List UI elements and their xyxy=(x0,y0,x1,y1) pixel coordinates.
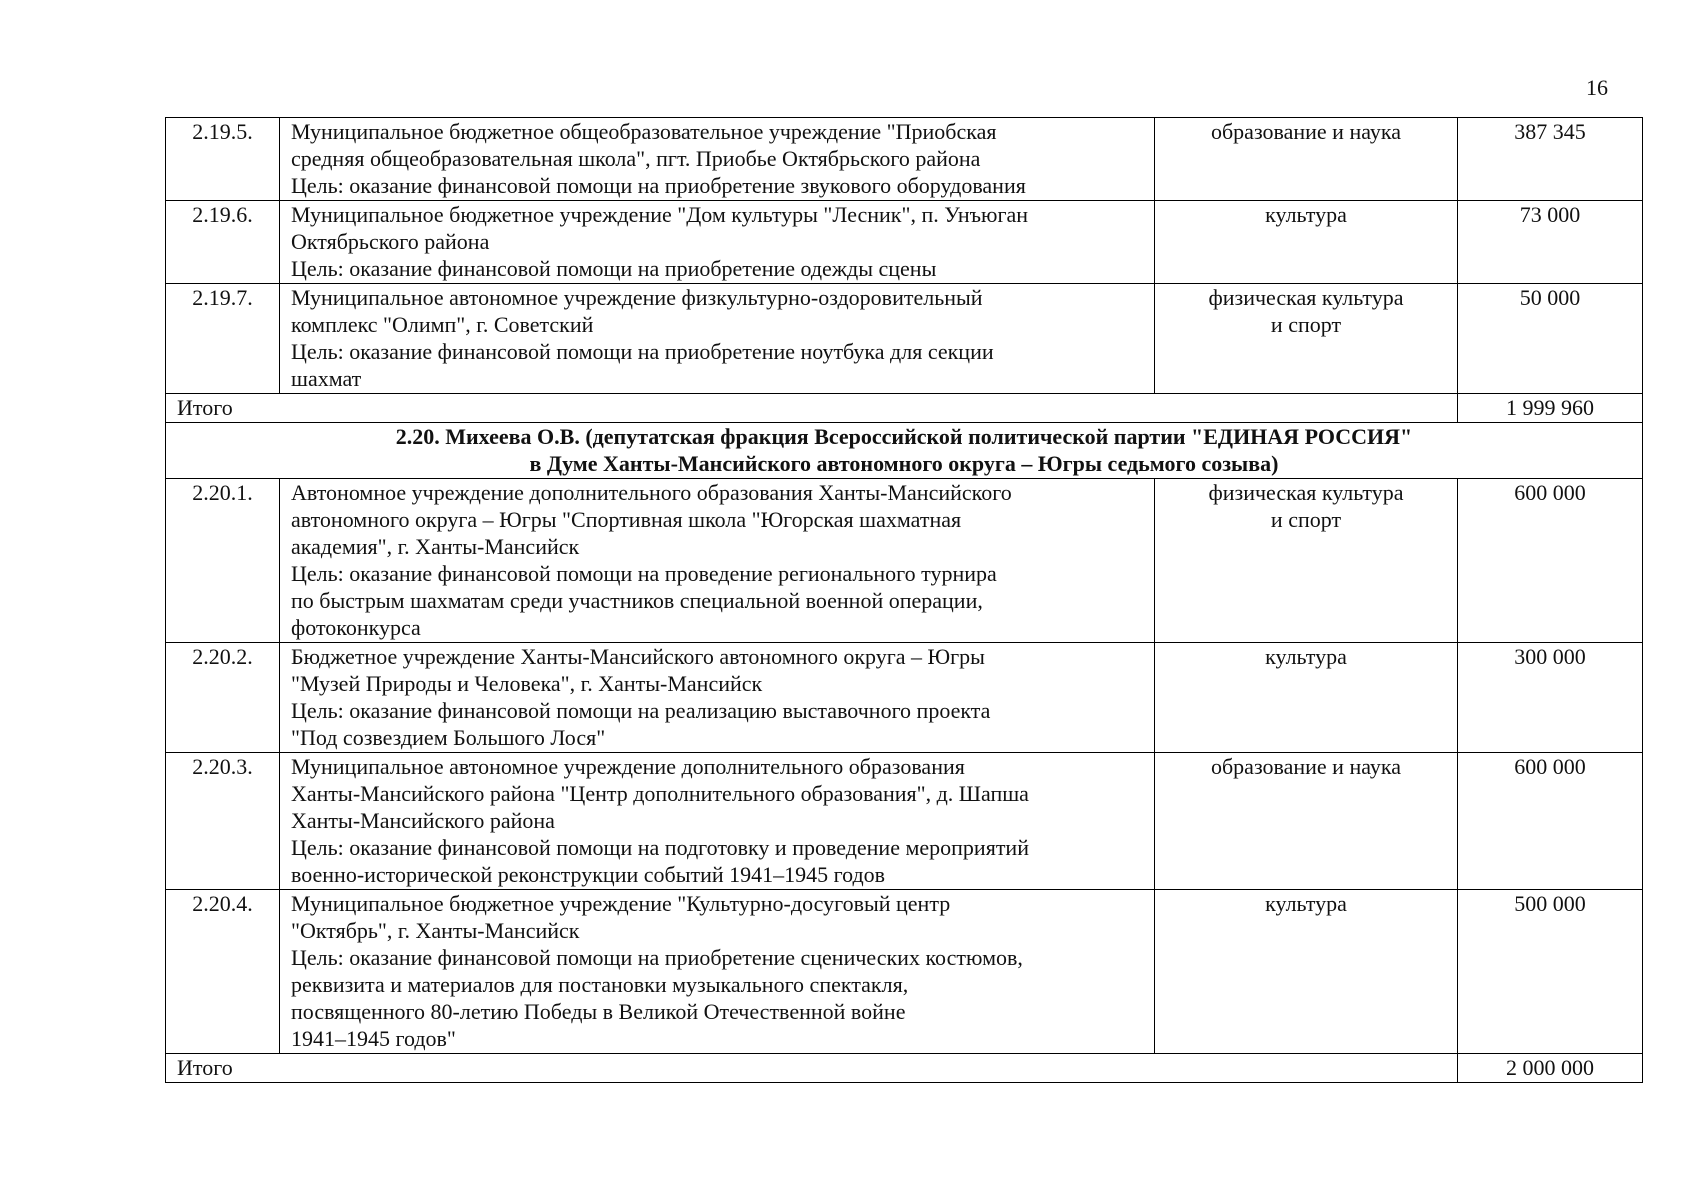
description-line: шахмат xyxy=(291,366,362,391)
table-row xyxy=(166,118,1643,201)
row-category xyxy=(1155,479,1458,643)
row-amount: 500 000 xyxy=(1458,890,1643,1054)
description-line: по быстрым шахматам среди участников специальной военной операции, xyxy=(291,588,983,613)
description-line: Цель: оказание финансовой помощи на приобретение сценических костюмов, xyxy=(291,945,1023,970)
row-description xyxy=(280,284,1155,394)
row-number: 2.20.1. xyxy=(166,479,280,643)
category-line: образование и наука xyxy=(1210,754,1401,779)
row-amount: 387 345 xyxy=(1458,118,1643,201)
total-label: Итого xyxy=(166,394,1458,423)
description-line: Ханты-Мансийского района "Центр дополнительного образования", д. Шапша xyxy=(291,781,1029,806)
row-category xyxy=(1155,284,1458,394)
row-description xyxy=(280,201,1155,284)
row-amount: 50 000 xyxy=(1458,284,1643,394)
table-row xyxy=(166,479,1643,643)
row-amount: 73 000 xyxy=(1458,201,1643,284)
description-line: военно-исторической реконструкции событий 1941–1945 годов xyxy=(291,862,886,887)
total-amount: 1 999 960 xyxy=(1458,394,1643,423)
description-line: комплекс "Олимп", г. Советский xyxy=(291,312,594,337)
description-line: академия", г. Ханты-Мансийск xyxy=(291,534,580,559)
description-line: Цель: оказание финансовой помощи на подготовку и проведение мероприятий xyxy=(291,835,1029,860)
row-category xyxy=(1155,118,1458,201)
category-line: образование и наука xyxy=(1210,119,1401,144)
category-line: культура xyxy=(1265,644,1347,669)
row-category xyxy=(1155,201,1458,284)
description-line: Муниципальное автономное учреждение физкультурно-оздоровительный xyxy=(291,285,983,310)
description-line: "Октябрь", г. Ханты-Мансийск xyxy=(291,918,580,943)
table-row xyxy=(166,890,1643,1054)
table-row xyxy=(166,284,1643,394)
description-line: Октябрьского района xyxy=(291,229,490,254)
row-amount: 600 000 xyxy=(1458,479,1643,643)
row-amount: 300 000 xyxy=(1458,643,1643,753)
row-category xyxy=(1155,753,1458,890)
page-number: 16 xyxy=(1586,75,1608,100)
category-line: культура xyxy=(1265,202,1347,227)
category-line: культура xyxy=(1265,891,1347,916)
description-line: "Музей Природы и Человека", г. Ханты-Мансийск xyxy=(291,671,763,696)
description-line: Цель: оказание финансовой помощи на реализацию выставочного проекта xyxy=(291,698,991,723)
section-heading xyxy=(166,423,1643,479)
row-description xyxy=(280,118,1155,201)
heading-line: 2.20. Михеева О.В. (депутатская фракция Всероссийской политической партии "ЕДИНАЯ РОССИЯ" xyxy=(395,424,1413,449)
description-line: Цель: оказание финансовой помощи на приобретение одежды сцены xyxy=(291,256,937,281)
description-line: "Под созвездием Большого Лося" xyxy=(291,725,606,750)
section-heading-row xyxy=(166,423,1643,479)
category-line: физическая культура xyxy=(1208,480,1404,505)
row-category xyxy=(1155,890,1458,1054)
row-number: 2.19.6. xyxy=(166,201,280,284)
description-line: средняя общеобразовательная школа", пгт. Приобье Октябрьского района xyxy=(291,146,981,171)
allocation-table xyxy=(165,117,1643,1083)
category-line: и спорт xyxy=(1270,312,1342,337)
description-line: Цель: оказание финансовой помощи на приобретение ноутбука для секции xyxy=(291,339,994,364)
category-line: и спорт xyxy=(1270,507,1342,532)
row-category xyxy=(1155,643,1458,753)
heading-line: в Думе Ханты-Мансийского автономного округа – Югры седьмого созыва) xyxy=(529,451,1279,476)
total-row xyxy=(166,1054,1643,1083)
row-description xyxy=(280,890,1155,1054)
description-line: Муниципальное бюджетное общеобразовательное учреждение "Приобская xyxy=(291,119,997,144)
total-label: Итого xyxy=(166,1054,1458,1083)
row-number: 2.20.4. xyxy=(166,890,280,1054)
row-description xyxy=(280,753,1155,890)
description-line: Цель: оказание финансовой помощи на приобретение звукового оборудования xyxy=(291,173,1026,198)
row-description xyxy=(280,643,1155,753)
row-description xyxy=(280,479,1155,643)
description-line: 1941–1945 годов" xyxy=(291,1026,456,1051)
total-amount: 2 000 000 xyxy=(1458,1054,1643,1083)
description-line: Цель: оказание финансовой помощи на проведение регионального турнира xyxy=(291,561,997,586)
row-amount: 600 000 xyxy=(1458,753,1643,890)
table-row xyxy=(166,643,1643,753)
description-line: посвященного 80-летию Победы в Великой Отечественной войне xyxy=(291,999,906,1024)
category-line: физическая культура xyxy=(1208,285,1404,310)
description-line: фотоконкурса xyxy=(291,615,421,640)
row-number: 2.20.3. xyxy=(166,753,280,890)
table-row xyxy=(166,753,1643,890)
row-number: 2.19.5. xyxy=(166,118,280,201)
row-number: 2.19.7. xyxy=(166,284,280,394)
description-line: Муниципальное бюджетное учреждение "Культурно-досуговый центр xyxy=(291,891,951,916)
description-line: Бюджетное учреждение Ханты-Мансийского автономного округа – Югры xyxy=(291,644,985,669)
description-line: Муниципальное бюджетное учреждение "Дом культуры "Лесник", п. Унъюган xyxy=(291,202,1029,227)
table-row xyxy=(166,201,1643,284)
description-line: Муниципальное автономное учреждение дополнительного образования xyxy=(291,754,965,779)
total-row xyxy=(166,394,1643,423)
description-line: автономного округа – Югры "Спортивная школа "Югорская шахматная xyxy=(291,507,962,532)
description-line: реквизита и материалов для постановки музыкального спектакля, xyxy=(291,972,909,997)
description-line: Ханты-Мансийского района xyxy=(291,808,555,833)
row-number: 2.20.2. xyxy=(166,643,280,753)
description-line: Автономное учреждение дополнительного образования Ханты-Мансийского xyxy=(291,480,1012,505)
